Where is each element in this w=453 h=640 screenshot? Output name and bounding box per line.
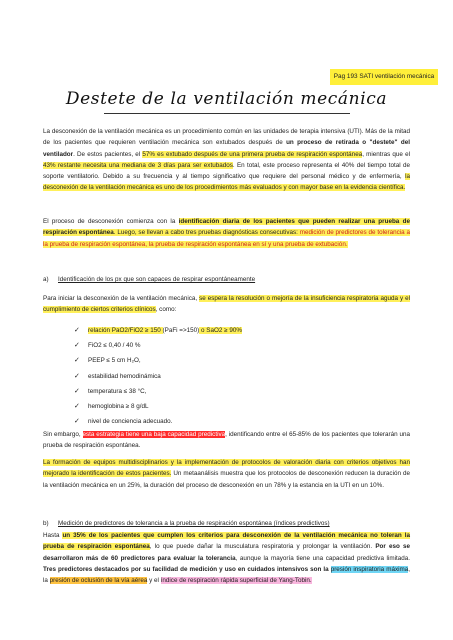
- predictive-capacity-paragraph: [43, 429, 410, 452]
- list-item-text: temperatura ≤ 38 °C,: [88, 387, 147, 395]
- list-item-text: estabilidad hemodinámica: [88, 372, 161, 380]
- highlight-yellow-red-text: medición de predictores de tolerancia a la prueba de respiración espontánea, la prueba de respiración espontánea en sí y una prueba de extubación.: [43, 229, 410, 248]
- highlight-yellow: 43% restante necesita una mediana de 3 días para ser extubados: [43, 161, 233, 169]
- criteria-list: [74, 323, 374, 429]
- highlight-bold: Tres predictores destacados por su facilidad de medición y uso en cuidados intensivos son la: [43, 565, 331, 573]
- text-segment: (PaFi =>150): [162, 327, 200, 334]
- section-a-number: a): [43, 276, 49, 283]
- title-underline: [104, 113, 350, 114]
- text-segment: . En total, este proceso representa el 40% del tiempo total de soporte ventilatorio. Debido a su frecuencia y al tiempo significativo que requiere del personal médico y de enfermería,: [43, 161, 411, 181]
- text-segment: Un metaanálisis muestra que los protocolos de desconexión reducen la duración de la ventilación mecánica en un 25%, la duración del proceso de desconexión en un 78% y la estancia en la UTI en un 10%.: [43, 470, 410, 489]
- highlight-bold: Por eso se desarrollaron más de 60 predictores para evaluar la tolerancia: [43, 543, 411, 562]
- list-item: [74, 414, 374, 429]
- checkmark-icon: ✓: [74, 341, 80, 350]
- highlight-red: esta estrategia tiene una baja capacidad predictiva: [82, 431, 226, 438]
- list-item: [74, 384, 374, 399]
- criteria-intro-paragraph: [43, 293, 410, 316]
- list-item: [74, 399, 374, 414]
- list-item: [74, 353, 374, 368]
- checkmark-icon: ✓: [74, 402, 80, 411]
- predictors-paragraph: [43, 530, 410, 586]
- highlight-yellow-bold: identificación diaria de los pacientes que pueden realizar una prueba de respiración espontánea: [43, 218, 410, 237]
- highlight-yellow: o SaO2 ≥ 90%: [199, 327, 242, 334]
- text-segment: Sin embargo,: [43, 431, 83, 438]
- highlight-yellow: la desconexión de la ventilación mecánica es uno de los procedimientos más evaluados y con mayor base en la evidencia científica.: [43, 173, 410, 192]
- text-segment: , identificando entre el 65-85% de los pacientes que tolerarán una prueba de respiración espontánea.: [43, 431, 411, 450]
- text-segment: y el: [147, 577, 161, 585]
- intro-paragraph: [43, 126, 410, 194]
- checkmark-icon: ✓: [74, 326, 80, 334]
- checkmark-icon: ✓: [74, 371, 80, 380]
- list-item-text: PEEP ≤ 5 cm H₂O,: [88, 357, 141, 365]
- highlight-yellow: . Luego, se llevan a cabo tres pruebas diagnósticas consecutivas:: [113, 229, 300, 237]
- list-item-text: hemoglobina ≥ 8 g/dL: [88, 403, 149, 411]
- text-segment: , aunque la mayoría tiene una capacidad predictiva limitada.: [235, 554, 410, 562]
- section-b-heading: [43, 518, 410, 529]
- section-b-title: Medición de predictores de tolerancia a la prueba de respiración espontánea (índices predictivos): [58, 520, 330, 527]
- highlight-orange: presión de oclusión de la vía aérea: [49, 577, 148, 585]
- section-b-number: b): [43, 520, 49, 527]
- checkmark-icon: ✓: [74, 417, 80, 426]
- highlight-yellow: La formación de equipos multidisciplinarios y la implementación de protocolos de valoración diaria con criterios objetivos han mejorado la identificación de estos pacientes.: [43, 459, 410, 478]
- section-a-heading: [43, 274, 410, 285]
- list-item-text: nivel de conciencia adecuado.: [88, 418, 173, 426]
- text-segment: El proceso de desconexión comienza con la: [43, 218, 179, 225]
- list-item: [74, 323, 374, 338]
- checkmark-icon: ✓: [74, 356, 80, 365]
- highlight-yellow: se espera la resolución o mejoría de la insuficiencia respiratoria aguda y el cumplimiento de ciertos criterios clínicos: [43, 295, 410, 314]
- text-segment: , lo que puede dañar la musculatura respiratoria y prolongar la ventilación.: [149, 543, 376, 551]
- text-segment: , como:: [155, 306, 177, 314]
- text-segment: La desconexión de la ventilación mecánica es un procedimiento común en las unidades de terapia intensiva (UTI). Más de la mitad de los pacientes que requieren ventilación mecánica son extubados después de: [43, 128, 410, 147]
- highlight-yellow: relación PaO2/FiO2 ≥ 150: [88, 327, 163, 334]
- highlight-pink: índice de respiración rápida superficial de Yang-Tobin.: [160, 577, 312, 585]
- list-item: [74, 338, 374, 353]
- checkmark-icon: ✓: [74, 386, 80, 395]
- text-segment: Hasta: [43, 532, 63, 539]
- process-paragraph: [43, 216, 410, 250]
- list-item-text: FiO2 ≤ 0,40 / 40 %: [88, 342, 141, 350]
- text-segment: , la: [43, 565, 410, 585]
- text-segment: . De estos pacientes, el: [73, 150, 143, 158]
- highlight-bold: un proceso de retirada o "destete" del ventilador: [43, 139, 410, 158]
- page-title: Destete de la ventilación mecánica: [65, 89, 388, 109]
- protocols-paragraph: [43, 457, 410, 491]
- highlight-yellow-bold: un 35% de los pacientes que cumplen los criterios para desconexión de la ventilación mecánica no toleran la prueba de respiración espontánea: [43, 532, 411, 551]
- section-a-title: Identificación de los px que son capaces de respirar espontáneamente: [58, 276, 256, 283]
- text-segment: Para iniciar la desconexión de la ventilación mecánica,: [43, 295, 200, 302]
- list-item: [74, 369, 374, 384]
- page-reference-tag: Pag 193 SATI ventilación mecánica: [330, 69, 438, 85]
- text-segment: , mientras que el: [362, 150, 411, 158]
- highlight-blue: presión inspiratoria máxima: [330, 565, 409, 573]
- highlight-yellow: 57% es extubado después de una primera prueba de respiración espontánea: [142, 150, 363, 158]
